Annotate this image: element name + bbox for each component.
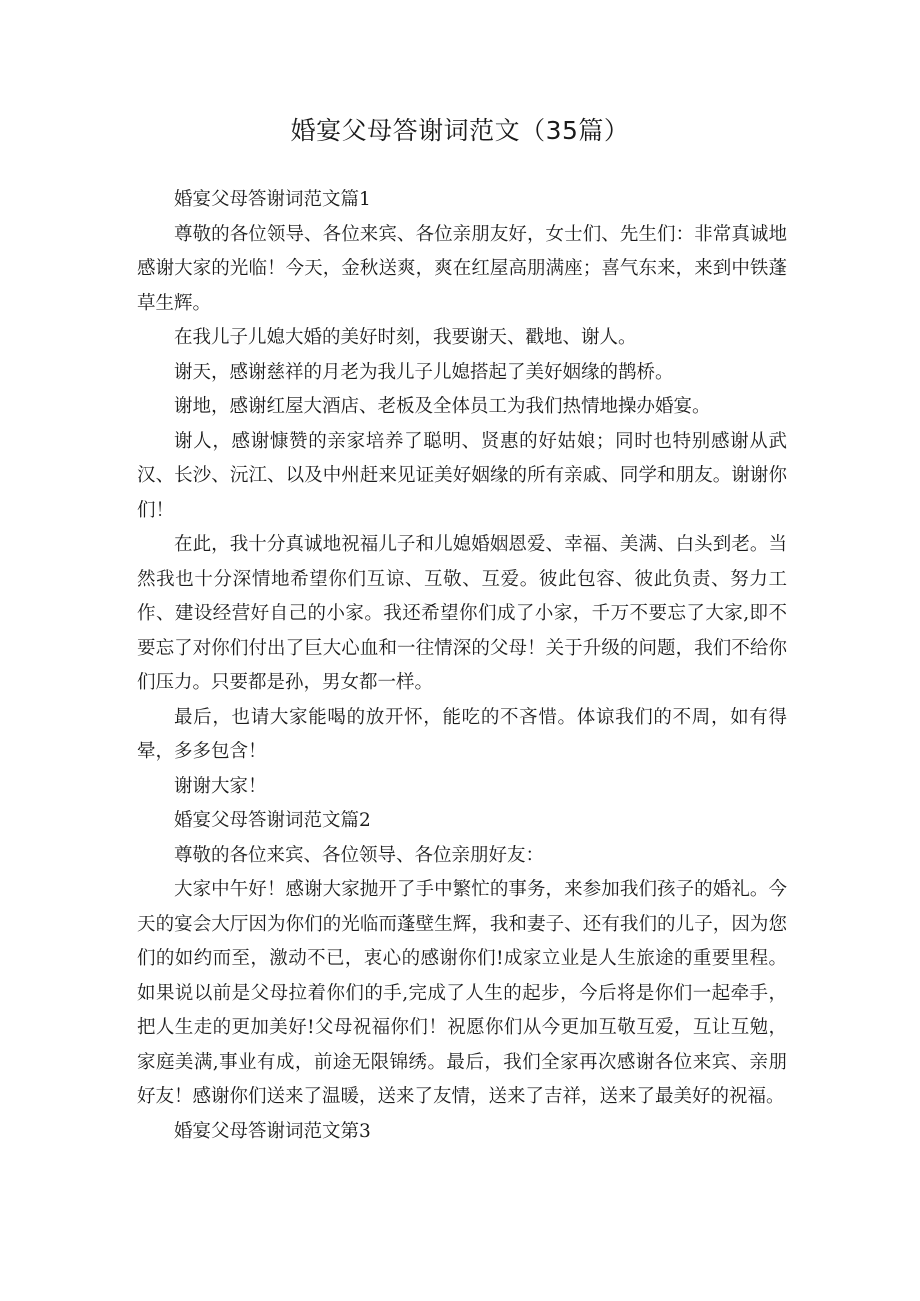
paragraph: 谢地，感谢红屋大酒店、老板及全体员工为我们热情地操办婚宴。 <box>174 396 711 417</box>
document-title: 婚宴父母答谢词范文（35篇） <box>290 116 630 145</box>
paragraph: 最后，也请大家能喝的放开怀，能吃的不吝惜。体谅我们的不周，如有得晕，多多包含！ <box>137 706 787 762</box>
paragraph: 谢人，感谢慷赞的亲家培养了聪明、贤惠的好姑娘；同时也特别感谢从武汉、长沙、沅江、以及中州赶来见证美好姻缘的所有亲戚、同学和朋友。谢谢你们！ <box>137 430 787 521</box>
paragraph: 尊敬的各位来宾、各位领导、各位亲朋好友： <box>174 844 545 866</box>
document-body <box>137 183 787 1149</box>
paragraph: 大家中午好！感谢大家抛开了手中繁忙的事务，来参加我们孩子的婚礼。今天的宴会大厅因为你们的光临而蓬壁生辉，我和妻子、还有我们的儿子，因为您们的如约而至，激动不已，衷心的感谢你们!成家立业是人生旅途的重要里程。如果说以前是父母拉着你们的手,完成了人生的起步，今后将是你们一起牵手，把人生走的更加美好!父母祝福你们！祝愿你们从今更加互敬互爱，互让互勉，家庭美满,事业有成，前途无限锦绣。最后，我们全家再次感谢各位来宾、亲朋好友！感谢你们送来了温暖，送来了友情，送来了吉祥，送来了最美好的祝福。 <box>137 879 787 1107</box>
section-heading: 婚宴父母答谢词范文篇2 <box>174 810 371 831</box>
paragraph: 在此，我十分真诚地祝福儿子和儿媳婚姻恩爱、幸福、美满、白头到老。当然我也十分深情地希望你们互谅、互敬、互爱。彼此包容、彼此负责、努力工作、建设经营好自己的小家。我还希望你们成了小家，千万不要忘了大家,即不要忘了对你们付出了巨大心血和一往情深的父母！关于升级的问题，我们不给你们压力。只要都是孙，男女都一样。 <box>137 534 787 693</box>
section-heading: 婚宴父母答谢词范文第3 <box>174 1120 371 1142</box>
paragraph: 谢谢大家！ <box>174 775 267 797</box>
section-heading: 婚宴父母答谢词范文篇1 <box>174 189 371 210</box>
paragraph: 尊敬的各位领导、各位来宾、各位亲朋友好，女士们、先生们：非常真诚地感谢大家的光临！今天，金秋送爽，爽在红屋高朋满座；喜气东来，来到中铁蓬草生辉。 <box>137 223 787 314</box>
paragraph: 在我儿子儿媳大婚的美好时刻，我要谢天、戳地、谢人。 <box>174 327 637 348</box>
paragraph: 谢天，感谢慈祥的月老为我儿子儿媳搭起了美好姻缘的鹊桥。 <box>174 361 674 383</box>
